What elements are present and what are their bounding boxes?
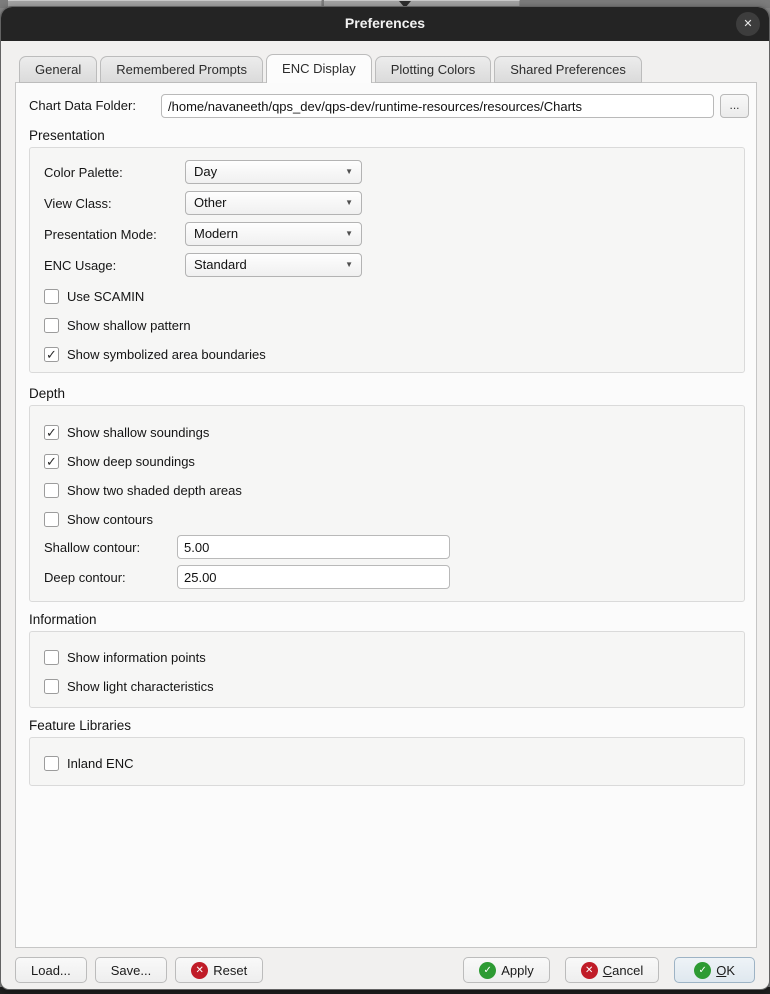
browse-button[interactable]: ... (720, 94, 749, 118)
shallow-contour-input[interactable] (177, 535, 450, 559)
close-icon: ✕ (743, 18, 753, 30)
dropdown-arrow-icon: ▼ (345, 198, 353, 207)
enc-display-panel (15, 82, 757, 948)
tab-general[interactable]: General (19, 56, 97, 83)
checkbox-checked-icon[interactable]: ✓ (44, 347, 59, 362)
deep-contour-row (44, 565, 450, 589)
show-shallow-pattern-checkbox[interactable] (44, 317, 191, 333)
view-class-row (44, 191, 362, 215)
presentation-mode-dropdown[interactable] (185, 222, 362, 246)
depth-section-title: Depth (29, 386, 66, 401)
save-button[interactable]: Save... (95, 957, 167, 983)
tab-shared-preferences[interactable]: Shared Preferences (494, 56, 642, 83)
tab-remembered-prompts[interactable]: Remembered Prompts (100, 56, 263, 83)
presentation-group (29, 147, 745, 373)
tab-plotting-colors[interactable]: Plotting Colors (375, 56, 492, 83)
enc-usage-value: Standard (194, 257, 247, 272)
deep-contour-input[interactable] (177, 565, 450, 589)
feature-libraries-group (29, 737, 745, 786)
checkbox-checked-icon[interactable]: ✓ (44, 425, 59, 440)
view-class-value: Other (194, 195, 227, 210)
show-shallow-soundings-label: Show shallow soundings (67, 424, 210, 440)
checkbox-checked-icon[interactable]: ✓ (44, 454, 59, 469)
close-button[interactable] (736, 12, 760, 36)
show-deep-soundings-label: Show deep soundings (67, 453, 195, 469)
show-information-points-checkbox[interactable] (44, 649, 206, 665)
presentation-section-title: Presentation (29, 128, 105, 143)
depth-group (29, 405, 745, 602)
chart-data-folder-label: Chart Data Folder: (29, 98, 136, 113)
apply-check-icon: ✓ (479, 962, 496, 979)
color-palette-label: Color Palette: (44, 164, 123, 180)
show-symbolized-area-boundaries-label: Show symbolized area boundaries (67, 346, 266, 362)
deep-contour-label: Deep contour: (44, 569, 126, 585)
show-two-shaded-depth-areas-checkbox[interactable] (44, 482, 242, 498)
show-contours-label: Show contours (67, 511, 153, 527)
chart-data-folder-input[interactable] (161, 94, 714, 118)
view-class-dropdown[interactable] (185, 191, 362, 215)
show-shallow-pattern-label: Show shallow pattern (67, 317, 191, 333)
show-information-points-label: Show information points (67, 649, 206, 665)
footer-right-buttons (463, 957, 755, 983)
reset-button-label: Reset (213, 962, 248, 978)
show-deep-soundings-checkbox[interactable] (44, 453, 195, 469)
tab-bar (19, 54, 645, 83)
show-light-characteristics-checkbox[interactable] (44, 678, 214, 694)
checkbox-icon[interactable] (44, 483, 59, 498)
ok-button-label: OK (716, 962, 735, 978)
use-scamin-label: Use SCAMIN (67, 288, 145, 304)
checkbox-icon[interactable] (44, 289, 59, 304)
color-palette-row (44, 160, 362, 184)
enc-usage-label: ENC Usage: (44, 257, 117, 273)
shallow-contour-label: Shallow contour: (44, 539, 141, 555)
apply-button-label: Apply (501, 962, 534, 978)
dropdown-arrow-icon: ▼ (345, 260, 353, 269)
ok-check-icon: ✓ (694, 962, 711, 979)
presentation-mode-label: Presentation Mode: (44, 226, 157, 242)
checkbox-icon[interactable] (44, 318, 59, 333)
information-group (29, 631, 745, 708)
enc-usage-row (44, 253, 362, 277)
show-light-characteristics-label: Show light characteristics (67, 678, 214, 694)
apply-button[interactable] (463, 957, 550, 983)
presentation-mode-value: Modern (194, 226, 239, 241)
ok-button[interactable] (674, 957, 755, 983)
cancel-button-label: Cancel (602, 962, 644, 978)
cancel-button[interactable] (565, 957, 659, 983)
window-title: Preferences (344, 15, 426, 31)
show-symbolized-area-boundaries-checkbox[interactable] (44, 346, 266, 362)
checkbox-icon[interactable] (44, 679, 59, 694)
color-palette-value: Day (194, 164, 218, 179)
titlebar[interactable] (1, 7, 769, 41)
reset-button[interactable] (175, 957, 263, 983)
use-scamin-checkbox[interactable] (44, 288, 144, 304)
load-button[interactable]: Load... (15, 957, 87, 983)
shallow-contour-row (44, 535, 450, 559)
view-class-label: View Class: (44, 195, 112, 211)
show-shallow-soundings-checkbox[interactable] (44, 424, 209, 440)
show-two-shaded-depth-areas-label: Show two shaded depth areas (67, 482, 242, 498)
show-contours-checkbox[interactable] (44, 511, 153, 527)
checkbox-icon[interactable] (44, 756, 59, 771)
tab-enc-display[interactable]: ENC Display (266, 54, 372, 83)
reset-cross-icon: ✕ (191, 962, 208, 979)
information-section-title: Information (29, 612, 97, 627)
inland-enc-label: Inland ENC (67, 755, 134, 771)
dropdown-arrow-icon: ▼ (345, 167, 353, 176)
enc-usage-dropdown[interactable] (185, 253, 362, 277)
dropdown-arrow-icon: ▼ (345, 229, 353, 238)
inland-enc-checkbox[interactable] (44, 755, 133, 771)
checkbox-icon[interactable] (44, 512, 59, 527)
color-palette-dropdown[interactable] (185, 160, 362, 184)
footer-left-buttons (15, 957, 263, 983)
checkbox-icon[interactable] (44, 650, 59, 665)
preferences-dialog (0, 6, 770, 990)
cancel-cross-icon: ✕ (581, 962, 598, 979)
feature-libraries-section-title: Feature Libraries (29, 718, 132, 733)
presentation-mode-row (44, 222, 362, 246)
